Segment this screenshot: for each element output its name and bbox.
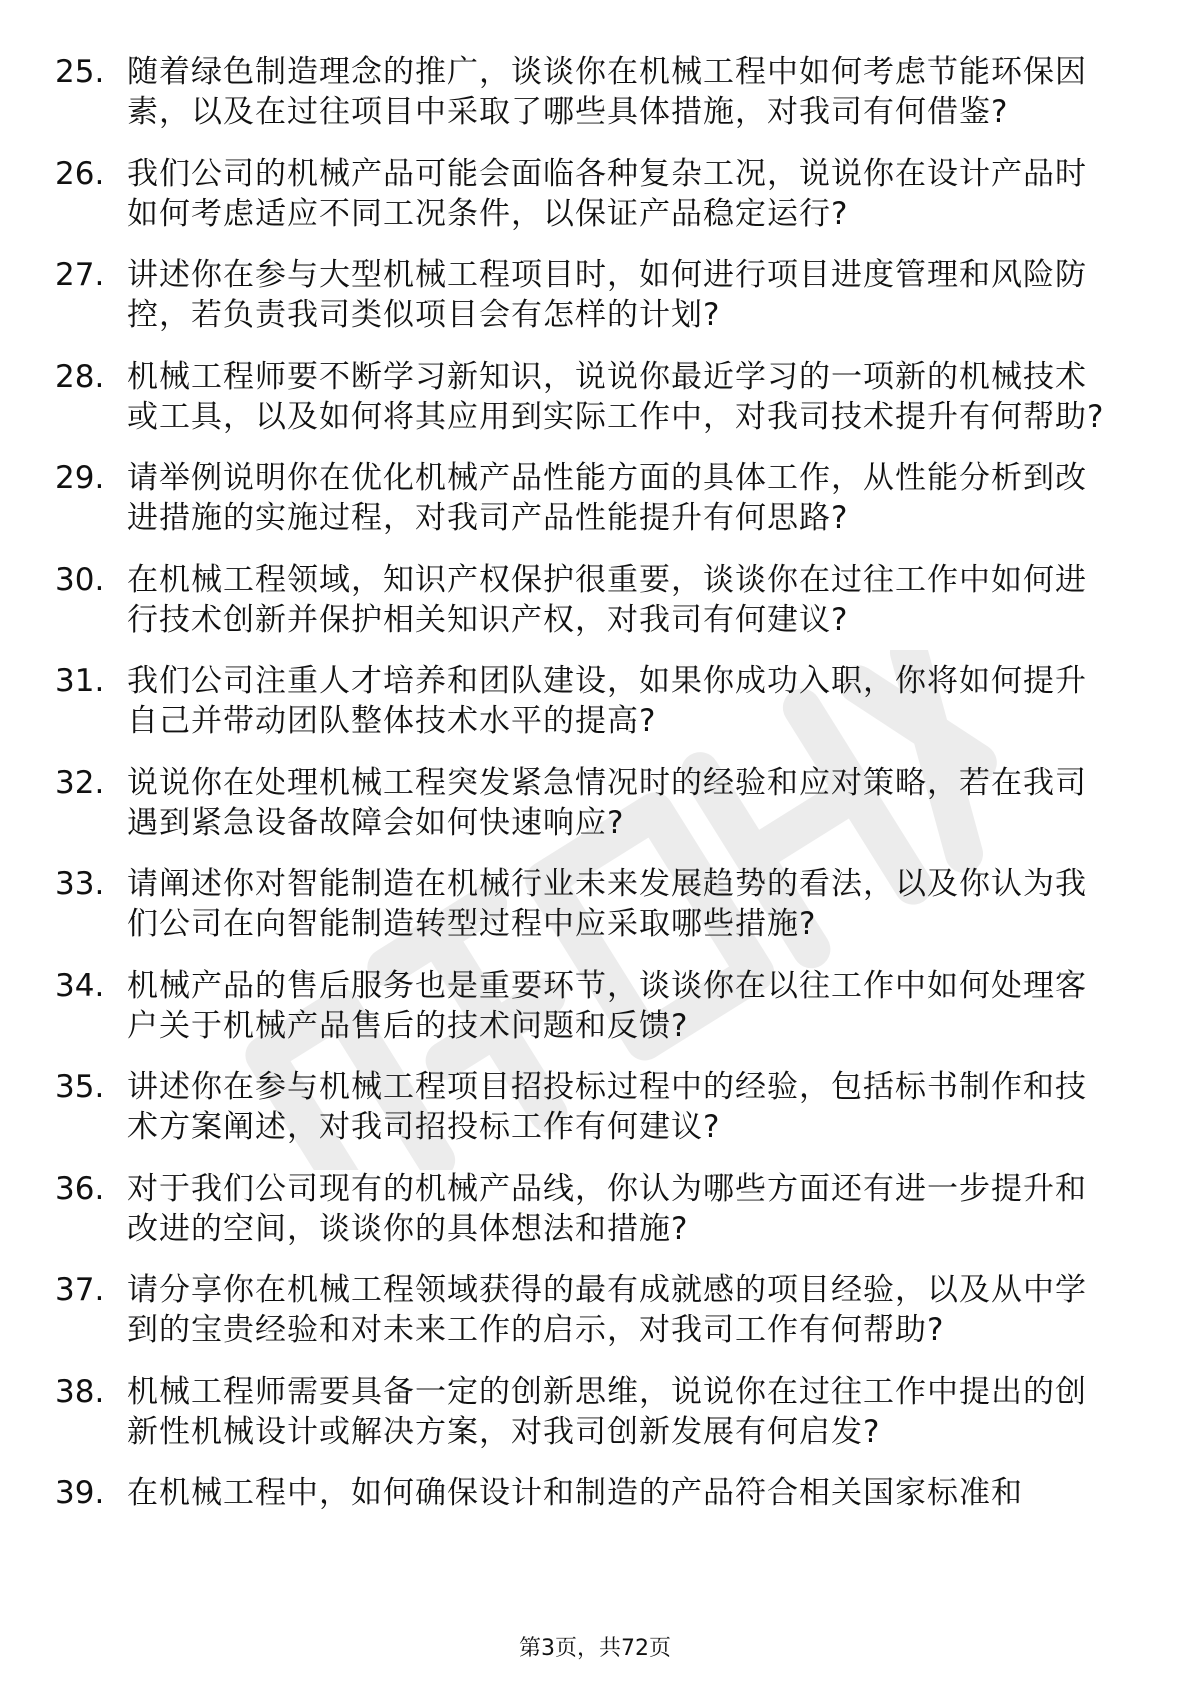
question-number: 32.: [55, 764, 105, 801]
question-text: 机械产品的售后服务也是重要环节，谈谈你在以往工作中如何处理客户关于机械产品售后的技术问题和反馈?: [127, 967, 1087, 1044]
page-footer: [0, 1634, 1190, 1664]
question-item-26: [55, 154, 1115, 234]
question-item-27: [55, 255, 1115, 335]
question-number: 36.: [55, 1170, 105, 1207]
question-number: 31.: [55, 663, 105, 699]
question-number: 25.: [55, 54, 105, 90]
question-item-25: [55, 52, 1115, 132]
question-item-39: [55, 1473, 1115, 1513]
question-number: 33.: [55, 866, 105, 902]
question-text: 随着绿色制造理念的推广，谈谈你在机械工程中如何考虑节能环保因素，以及在过往项目中采取了哪些具体措施，对我司有何借鉴?: [127, 54, 1087, 130]
question-item-28: [55, 357, 1115, 437]
question-number: 27.: [55, 257, 105, 293]
question-text: 机械工程师需要具备一定的创新思维，说说你在过往工作中提出的创新性机械设计或解决方案，对我司创新发展有何启发?: [127, 1373, 1087, 1450]
question-text: 请分享你在机械工程领域获得的最有成就感的项目经验，以及从中学到的宝贵经验和对未来工作的启示，对我司工作有何帮助?: [127, 1272, 1087, 1348]
question-number: 38.: [55, 1373, 105, 1410]
question-text: 对于我们公司现有的机械产品线，你认为哪些方面还有进一步提升和改进的空间，谈谈你的具体想法和措施?: [127, 1170, 1087, 1247]
question-text: 讲述你在参与大型机械工程项目时，如何进行项目进度管理和风险防控，若负责我司类似项目会有怎样的计划?: [127, 257, 1087, 333]
question-number: 35.: [55, 1069, 105, 1105]
question-text: 机械工程师要不断学习新知识，说说你最近学习的一项新的机械技术或工具，以及如何将其应用到实际工作中，对我司技术提升有何帮助?: [127, 358, 1105, 435]
question-number: 30.: [55, 561, 105, 598]
question-text: 请阐述你对智能制造在机械行业未来发展趋势的看法，以及你认为我们公司在向智能制造转型过程中应采取哪些措施?: [127, 866, 1087, 942]
question-text: 在机械工程中，如何确保设计和制造的产品符合相关国家标准和: [127, 1475, 1023, 1511]
question-item-35: [55, 1067, 1115, 1147]
question-item-29: [55, 458, 1115, 538]
question-number: 28.: [55, 358, 105, 395]
question-item-30: [55, 560, 1115, 640]
question-item-33: [55, 864, 1115, 944]
question-number: 37.: [55, 1272, 105, 1308]
question-text: 在机械工程领域，知识产权保护很重要，谈谈你在过往工作中如何进行技术创新并保护相关知识产权，对我司有何建议?: [127, 561, 1087, 638]
question-text: 我们公司注重人才培养和团队建设，如果你成功入职，你将如何提升自己并带动团队整体技术水平的提高?: [127, 663, 1087, 739]
question-item-32: [55, 763, 1115, 843]
question-text: 请举例说明你在优化机械产品性能方面的具体工作，从性能分析到改进措施的实施过程，对我司产品性能提升有何思路?: [127, 460, 1087, 536]
question-text: 我们公司的机械产品可能会面临各种复杂工况，说说你在设计产品时如何考虑适应不同工况条件，以保证产品稳定运行?: [127, 155, 1087, 232]
question-item-31: [55, 661, 1115, 741]
question-list: [55, 52, 1115, 1535]
question-number: 34.: [55, 967, 105, 1004]
question-item-38: [55, 1372, 1115, 1452]
question-number: 29.: [55, 460, 105, 496]
question-text: 讲述你在参与机械工程项目招投标过程中的经验，包括标书制作和技术方案阐述，对我司招投标工作有何建议?: [127, 1069, 1087, 1145]
page-number-label: 第3页，共72页: [519, 1636, 671, 1661]
question-item-36: [55, 1169, 1115, 1249]
question-text: 说说你在处理机械工程突发紧急情况时的经验和应对策略，若在我司遇到紧急设备故障会如何快速响应?: [127, 764, 1087, 841]
question-number: 39.: [55, 1475, 105, 1511]
question-number: 26.: [55, 155, 105, 192]
question-item-34: [55, 966, 1115, 1046]
question-item-37: [55, 1270, 1115, 1350]
